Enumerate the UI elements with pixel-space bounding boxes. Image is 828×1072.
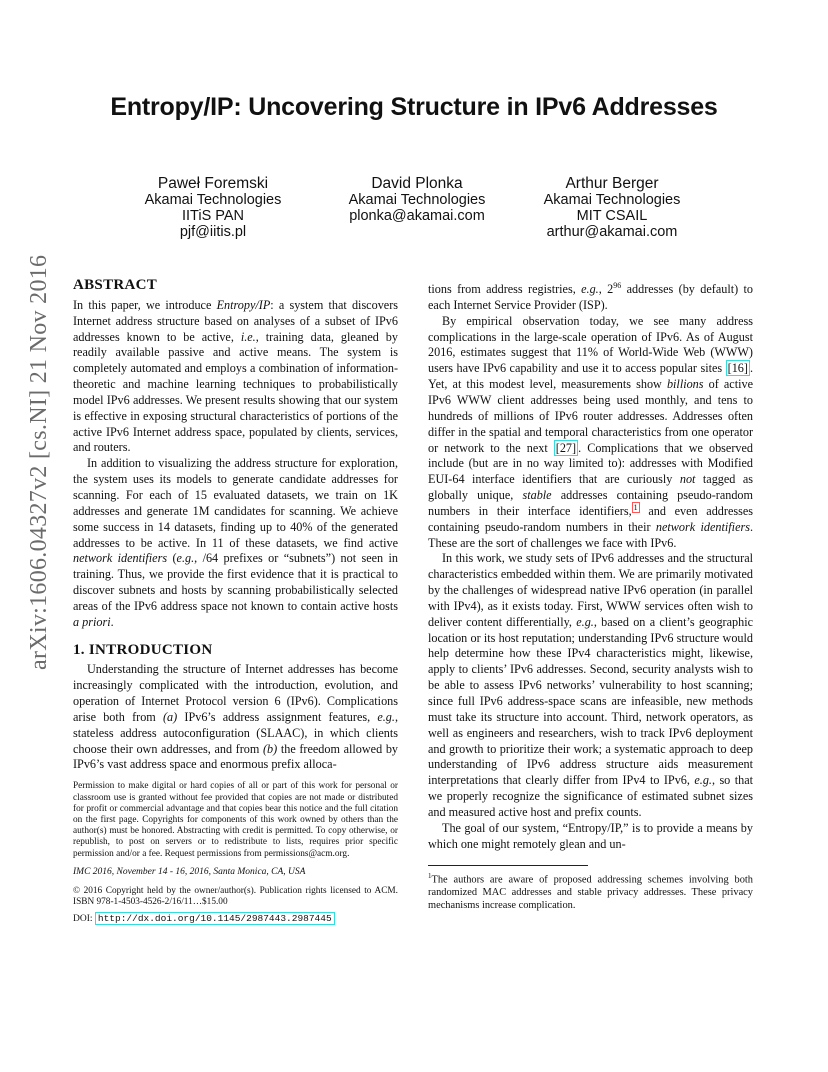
author-name: Arthur Berger (565, 175, 659, 192)
introduction-heading: 1. INTRODUCTION (73, 641, 213, 658)
doi-link[interactable]: http://dx.doi.org/10.1145/2987443.2987445 (95, 912, 335, 925)
arxiv-stamp: arXiv:1606.04327v2 [cs.NI] 21 Nov 2016 (26, 254, 52, 670)
body-paragraph-2: By empirical observation today, we see many address complications in the large-scale operation of IPv6. As of August 2016, estimates suggest that 11% of World-Wide Web (WWW) users have IPv6 capability and use it to access popular sites [16] . Yet, at this modest level, measurements show billions of active IPv6 WWW client addresses being used monthly, and tens to hundreds of millions of IPv6 router addresses. Addresses often differ in the spatial and temporal characteristics from one operator or network to the next [27] . Complications that we observed include (but are in no way limited to): addresses with Modified EUI-64 interface identifiers that are curiously not tagged as globally unique, stable addresses containing pseudo-random numbers in their interface identifiers, $^1$ and even addresses containing pseudo-random numbers in their network identifiers. These are the sort of challenges we face with IPv6. (428, 313, 754, 550)
body-paragraph-continuation: tions from address registries, e.g., $2^{96}$ addresses (by default) to each Internet Service Provider (ISP). (428, 281, 754, 312)
author-name: David Plonka (371, 175, 463, 192)
author-email: plonka@akamai.com (349, 208, 485, 224)
author-2 (332, 176, 502, 224)
author-affiliation: IITiS PAN (181, 208, 245, 224)
footnote-link[interactable]: 1 (633, 502, 638, 512)
author-name: Paweł Foremski (157, 175, 269, 192)
abstract-paragraph-2: In addition to visualizing the address structure for exploration, the system uses its models to generate candidate addresses for scanning. For each of 15 evaluated datasets, we train on 1K addresses and generate 1M candidates for scanning. We achieve some success in 14 datasets, finding up to 40% of the generated addresses to be active. In 11 of these datasets, we find active network identifiers (e.g., /64 prefixes or “subnets”) not seen in training. Thus, we provide the first evidence that it is practical to discover subnets and hosts by scanning probabilistically selected areas of the IPv6 address space not known to contain active hosts a priori. (73, 456, 399, 629)
author-affiliation: MIT CSAIL (576, 208, 648, 224)
body-paragraph-4: The goal of our system, “Entropy/IP,” is to provide a means by which one might remotely glean and un- (428, 820, 753, 851)
copyright-notice: © 2016 Copyright held by the owner/author(s). Publication rights licensed to ACM. ISBN 978-1-4503-4526-2/16/11…$15.00 (73, 885, 398, 907)
author-3 (532, 176, 692, 240)
author-email: arthur@akamai.com (546, 224, 678, 240)
paper-title: Entropy/IP: Uncovering Structure in IPv6 Addresses (110, 93, 718, 121)
venue-line: IMC 2016, November 14 - 16, 2016, Santa Monica, CA, USA (73, 866, 306, 877)
author-email: pjf@iitis.pl (179, 224, 247, 240)
abstract-heading: ABSTRACT (73, 277, 158, 293)
author-affiliation: Akamai Technologies (543, 192, 681, 208)
body-paragraph-3: In this work, we study sets of IPv6 addresses and the structural characteristics embedded within them. We are primarily motivated by the challenges of widespread native IPv6 operation (in parallel with IPv4), as it exists today. First, WWW services often wish to deliver content differentially, e.g., based on a client’s geographic location or its host reputation; understanding IPv6 structure would help determine how these IPv4 characteristics might, likewise, apply to clients’ IPv6 addresses. Second, security analysts wish to be able to assess IPv6 networks’ vulnerability to host scanning; since full IPv6 address-space scans are infeasible, new methods must take its structure into account. Third, network operators, as well as engineers and researchers, wish to track IPv6 deployment and growth to prioritize their work; a systematic approach to deep understanding of IPv6 address structure aids measurement interpretations that clearly differ from IPv4 to IPv6, e.g., so that we properly recognize the significance of estimated subnet sizes and measured active host and prefix counts. (428, 551, 754, 819)
author-affiliation: Akamai Technologies (144, 192, 282, 208)
introduction-paragraph-1: Understanding the structure of Internet addresses has become increasingly complicated with the introduction, evolution, and operation of Internet Protocol version 6 (IPv6). Complications arise both from (a) IPv6’s address assignment features, e.g., stateless address autoconfiguration (SLAAC), in which clients choose their own addresses, and from (b) the freedom allowed by IPv6’s vast address space and enormous prefix alloca- (73, 662, 399, 772)
left-column (73, 278, 398, 928)
footnote-1: $^1$The authors are aware of proposed addressing schemes involving both randomized MAC addresses and stable privacy addresses. These privacy mechanisms increase complication. (428, 872, 753, 911)
author-1 (133, 176, 293, 240)
permission-notice: Permission to make digital or hard copies of all or part of this work for personal or classroom use is granted without fee provided that copies are not made or distributed for profit or commercial advantage and that copies bear this notice and the full citation on the first page. Copyrights for components of this work owned by others than the author(s) must be honored. Abstracting with credit is permitted. To copy otherwise, or republish, to post on servers or to redistribute to lists, requires prior specific permission and/or a fee. Request permissions from permissions@acm.org. (73, 781, 398, 859)
citation-link[interactable]: [16] (727, 361, 748, 376)
doi-line: DOI: http://dx.doi.org/10.1145/2987443.2987445 (73, 911, 398, 928)
footnote-divider (428, 865, 588, 866)
author-affiliation: Akamai Technologies (348, 192, 486, 208)
citation-link[interactable]: [27] (555, 440, 577, 455)
abstract-paragraph-1: In this paper, we introduce Entropy/IP: a system that discovers Internet address structure based on analyses of a subset of IPv6 addresses known to be active, i.e., training data, gleaned by readily available passive and active means. The system is completely automated and employs a combination of information-theoretic and machine learning techniques to probabilistically model IPv6 addresses. We present results showing that our system is effective in exposing structural characteristics of portions of the active IPv6 Internet address space, populated by clients, services, and routers. (73, 297, 398, 455)
right-column (428, 278, 753, 912)
